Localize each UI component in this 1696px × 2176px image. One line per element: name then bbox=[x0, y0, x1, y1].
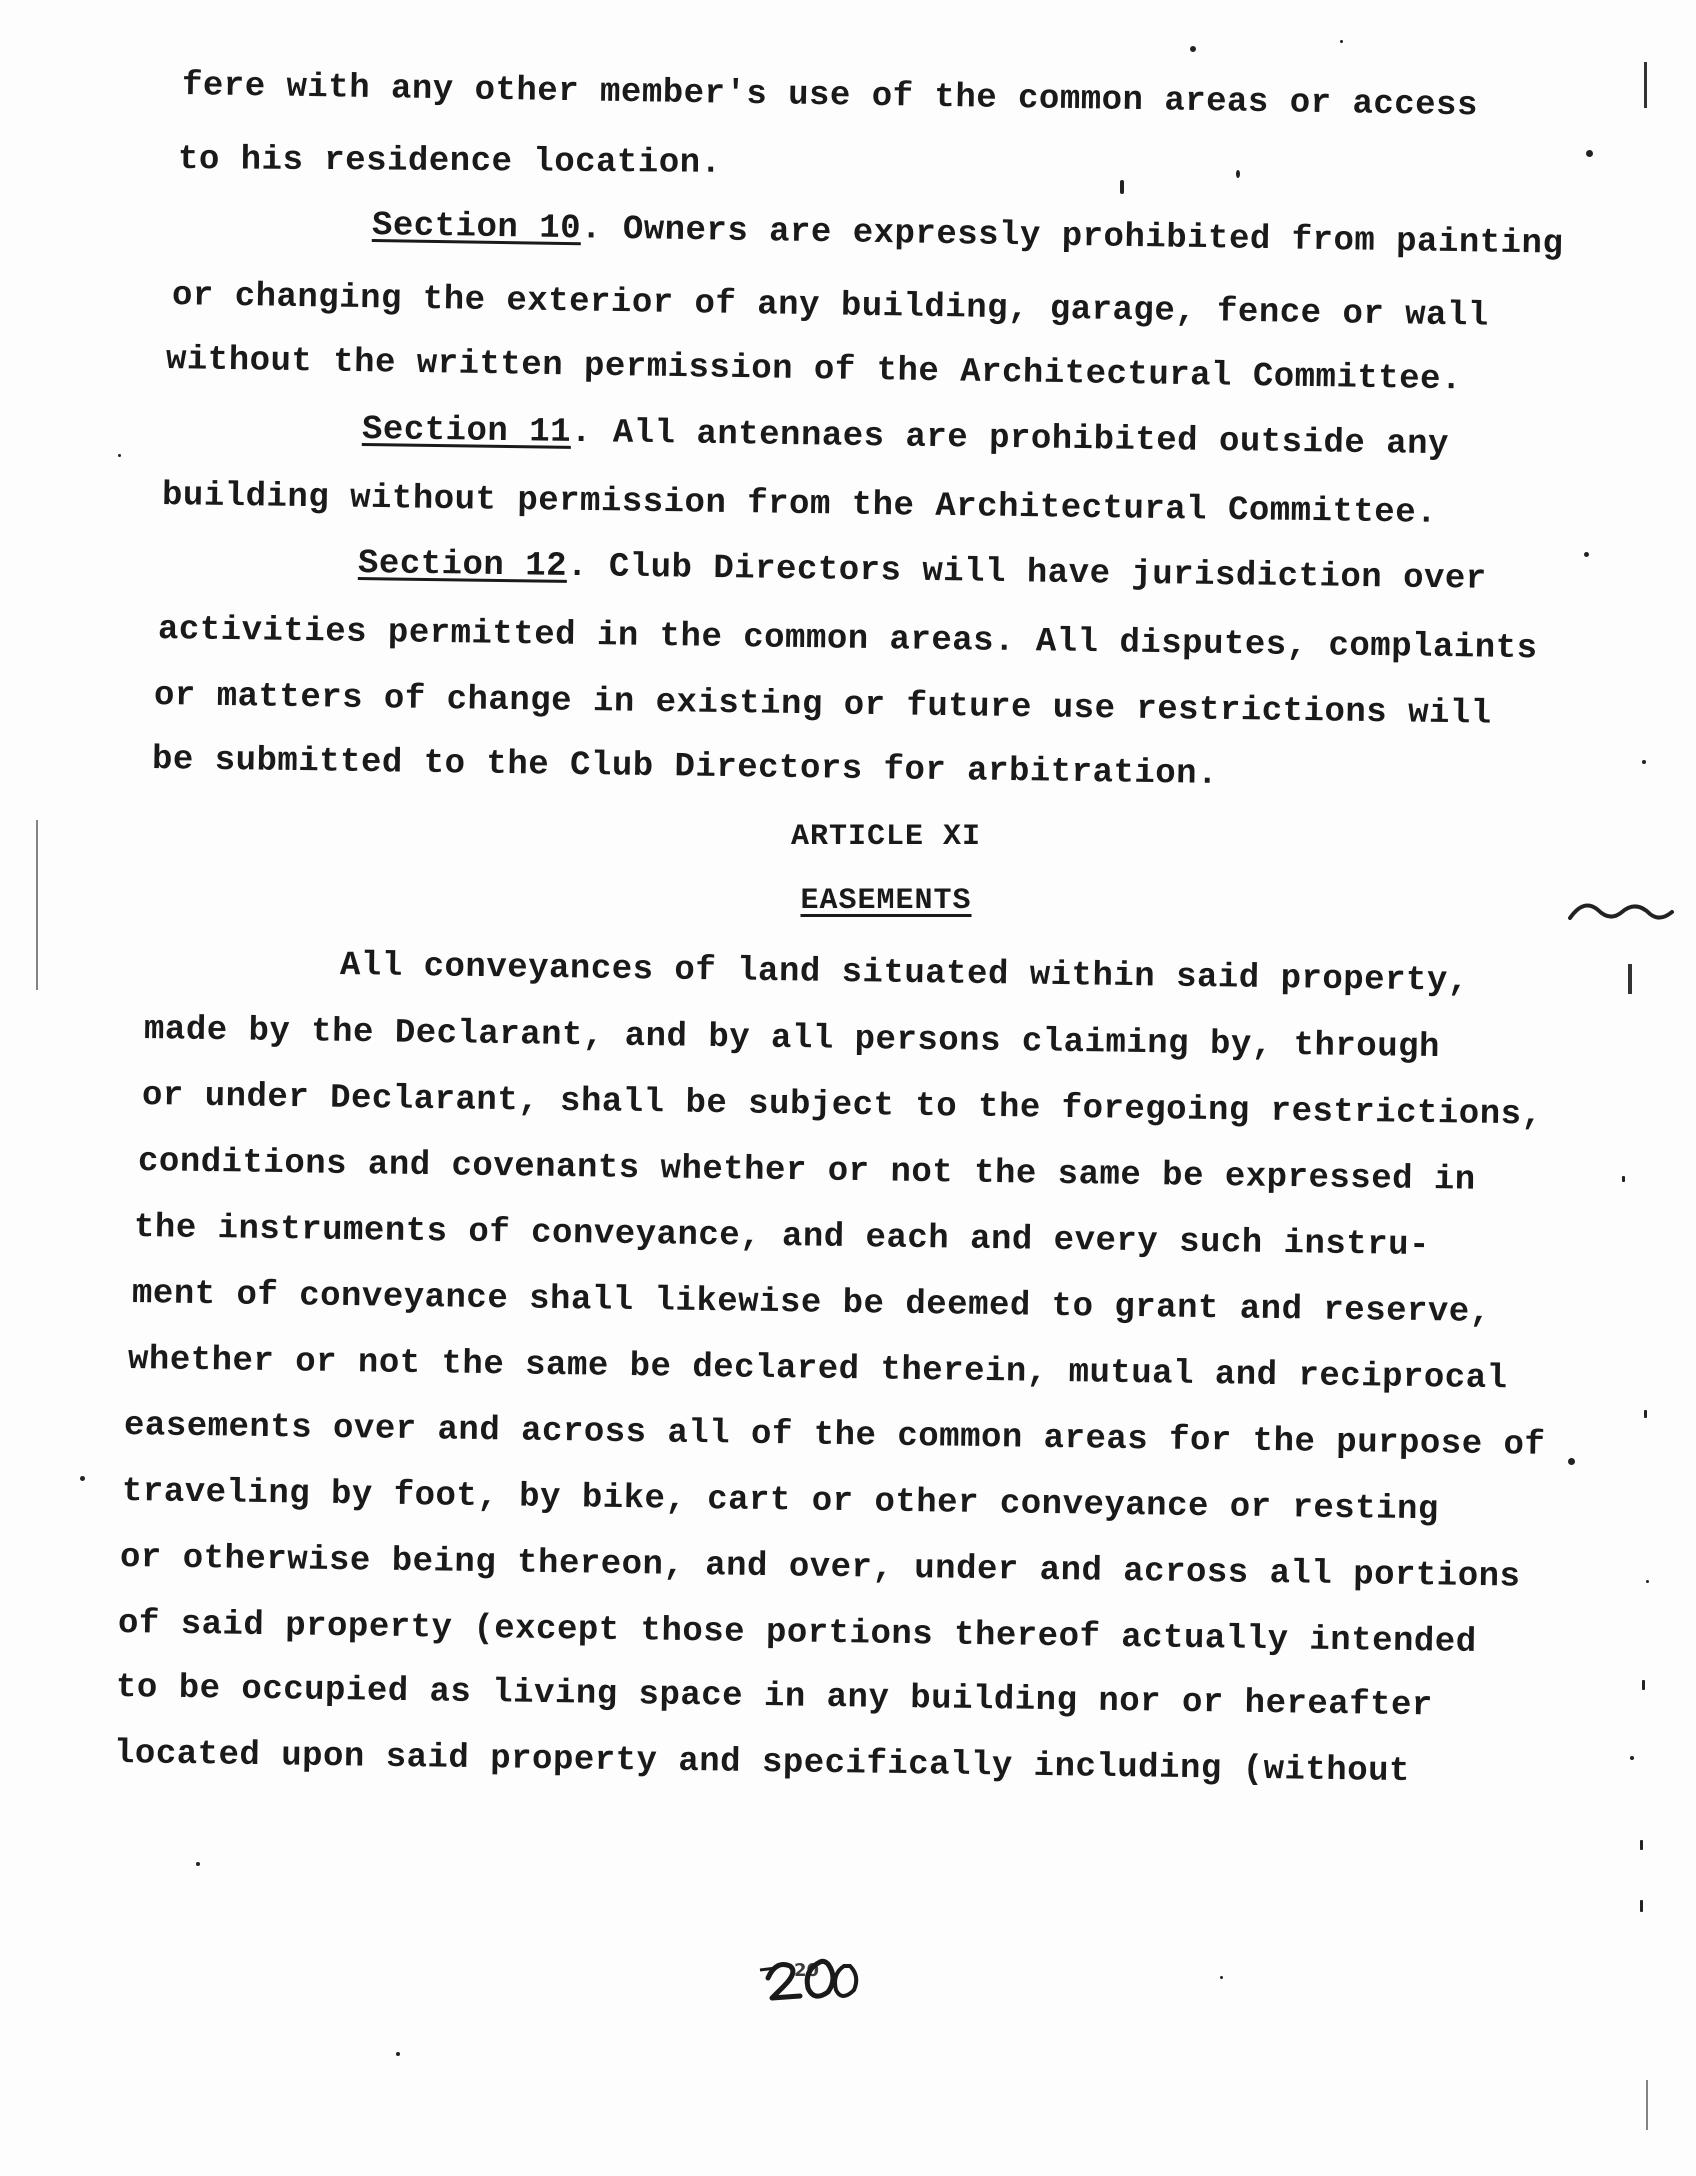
text-line: or changing the exterior of any building, garage, fence or wall bbox=[171, 277, 1490, 336]
body-line: All conveyances of land situated within said property, bbox=[339, 947, 1469, 1001]
body-line: ment of conveyance shall likewise be deemed to grant and reserve, bbox=[131, 1275, 1491, 1332]
text-line: or matters of change in existing or future use restrictions will bbox=[153, 677, 1492, 734]
scan-speck bbox=[1622, 1176, 1625, 1182]
page-number bbox=[758, 1948, 868, 2008]
body-line: of said property (except those portions thereof actually intended bbox=[117, 1605, 1477, 1662]
body-line: to be occupied as living space in any building nor or hereafter bbox=[115, 1669, 1434, 1726]
scan-speck bbox=[1642, 1680, 1645, 1690]
body-line: made by the Declarant, and by all persons claiming by, through bbox=[143, 1011, 1441, 1068]
scan-speck bbox=[1584, 552, 1589, 557]
scan-speck bbox=[1236, 170, 1240, 178]
section-10-label: Section 10 bbox=[371, 207, 582, 249]
body-line: or otherwise being thereon, and over, under and across all portions bbox=[119, 1539, 1521, 1597]
text-line: fere with any other member's use of the common areas or access bbox=[181, 67, 1479, 126]
article-number: ARTICLE XI bbox=[790, 820, 982, 854]
body-line: the instruments of conveyance, and each and every such instru- bbox=[133, 1209, 1431, 1266]
text-line: to his residence location. bbox=[177, 141, 722, 183]
scan-speck bbox=[1640, 1840, 1643, 1850]
scan-speck bbox=[1642, 760, 1646, 764]
body-line: whether or not the same be declared therein, mutual and reciprocal bbox=[127, 1341, 1508, 1399]
section-11-label: Section 11 bbox=[361, 411, 572, 452]
text-line: be submitted to the Club Directors for arbitration. bbox=[151, 741, 1219, 794]
section-10-text: . Owners are expressly prohibited from painting bbox=[580, 210, 1564, 264]
body-line: easements over and across all of the common areas for the purpose of bbox=[123, 1407, 1546, 1465]
margin-tick bbox=[36, 820, 38, 990]
scan-speck bbox=[1340, 40, 1343, 43]
scan-speck bbox=[1220, 1976, 1223, 1979]
text-line: without the written permission of the Architectural Committee. bbox=[165, 341, 1463, 400]
section-11-text: . All antennaes are prohibited outside any bbox=[570, 413, 1450, 465]
section-12-heading bbox=[358, 544, 1487, 600]
scan-speck bbox=[118, 454, 121, 457]
svg-text:20: 20 bbox=[794, 1960, 820, 1981]
section-12-label: Section 12 bbox=[357, 545, 568, 586]
article-title: EASEMENTS bbox=[800, 884, 972, 918]
body-line: conditions and covenants whether or not the same be expressed in bbox=[137, 1143, 1476, 1200]
section-11-heading bbox=[362, 410, 1449, 465]
scan-speck bbox=[1644, 1410, 1647, 1418]
margin-tick bbox=[1628, 964, 1632, 994]
scan-speck bbox=[1640, 1900, 1643, 1912]
text-line: building without permission from the Architectural Committee. bbox=[161, 477, 1438, 533]
margin-tick bbox=[1646, 2080, 1648, 2130]
body-line: traveling by foot, by bike, cart or other conveyance or resting bbox=[121, 1473, 1440, 1530]
text-line: activities permitted in the common areas. All disputes, complaints bbox=[157, 611, 1538, 669]
scan-speck bbox=[396, 2052, 400, 2056]
scan-speck bbox=[1586, 150, 1593, 157]
body-line: or under Declarant, shall be subject to the foregoing restrictions, bbox=[141, 1077, 1543, 1135]
margin-squiggle bbox=[1566, 892, 1676, 932]
scan-speck bbox=[1630, 1756, 1634, 1760]
section-12-text: . Club Directors will have jurisdiction over bbox=[566, 547, 1487, 599]
body-line: located upon said property and specifically including (without bbox=[113, 1735, 1411, 1792]
scan-speck bbox=[1120, 180, 1124, 194]
scan-speck bbox=[80, 1476, 85, 1481]
scan-speck bbox=[1646, 1580, 1649, 1583]
scan-speck bbox=[196, 1862, 200, 1866]
scan-speck bbox=[1568, 1458, 1575, 1465]
section-10-heading bbox=[372, 206, 1564, 265]
scan-speck bbox=[1190, 46, 1196, 52]
margin-tick bbox=[1644, 62, 1647, 108]
